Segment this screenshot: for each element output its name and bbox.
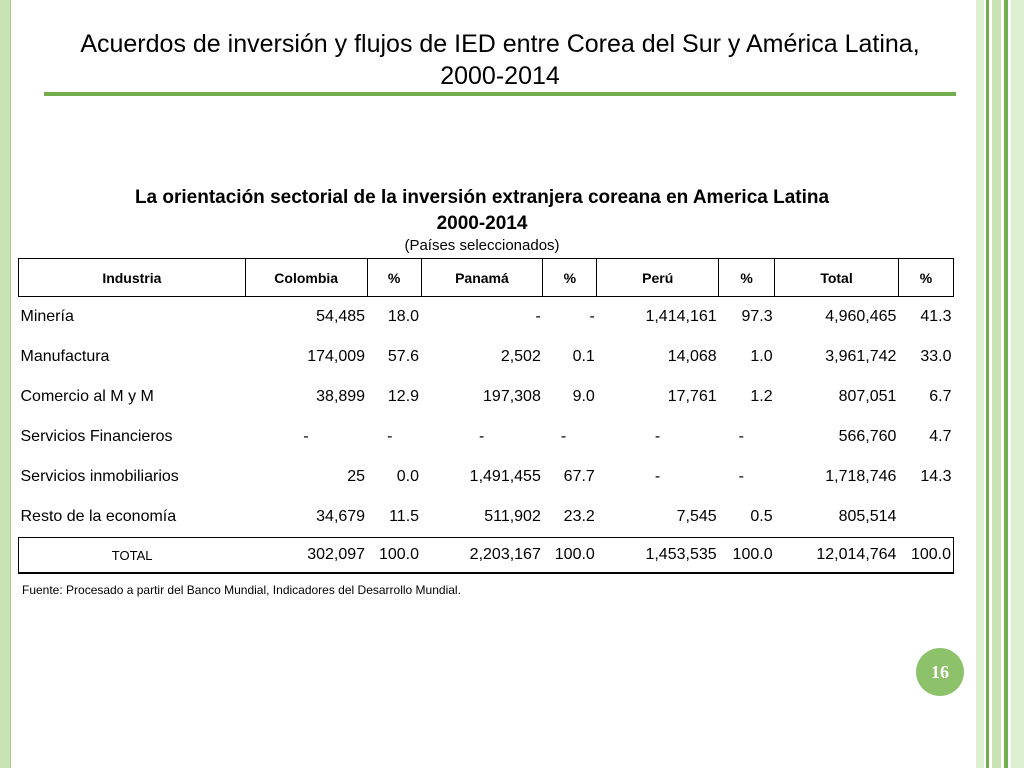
table-title [40, 185, 924, 237]
cell-industry: Manufactura [20, 348, 110, 365]
cell-value: 17,761 [667, 388, 717, 405]
table-title-line2: 2000-2014 [436, 213, 528, 234]
table-subtitle: (Países seleccionados) [404, 237, 560, 254]
cell-value: 34,679 [316, 508, 366, 525]
cell-value: 1,491,455 [469, 468, 541, 485]
cell-value: 54,485 [316, 308, 366, 325]
cell-value: 7,545 [676, 508, 717, 525]
source-note: Fuente: Procesado a partir del Banco Mundial, Indicadores del Desarrollo Mundial. [22, 583, 461, 597]
cell-value: - [654, 428, 661, 445]
table-row [19, 497, 954, 538]
cell-total-value: 302,097 [245, 538, 367, 574]
cell-value: 9.0 [572, 388, 595, 405]
cell-industry: Servicios inmobiliarios [20, 468, 179, 485]
table-total-row [19, 538, 954, 574]
table-title-line1: La orientación sectorial de la inversión extranjera coreana en America Latina [134, 187, 830, 208]
cell-total-value: 100.0 [543, 538, 597, 574]
cell-value: - [589, 308, 595, 325]
cell-value: 14.3 [920, 468, 952, 485]
stripe-2 [986, 0, 989, 768]
slide-title-line1: Acuerdos de inversión y flujos de IED entre Corea del Sur y América Latina, [80, 30, 920, 58]
cell-value: 23.2 [563, 508, 595, 525]
cell-value: 18.0 [387, 308, 420, 325]
cell-value: 174,009 [307, 348, 366, 365]
cell-value: 1,718,746 [825, 468, 897, 485]
cell-value: 41.3 [920, 308, 952, 325]
cell-industry: Minería [20, 308, 74, 325]
header-total-pct: % [898, 259, 953, 297]
left-decorative-stripe [0, 0, 11, 768]
cell-total-value: 1,453,535 [597, 538, 719, 574]
cell-value: 38,899 [316, 388, 366, 405]
cell-value: - [560, 428, 567, 445]
cell-value: 25 [347, 468, 366, 485]
cell-value: 197,308 [483, 388, 541, 405]
stripe-4 [1004, 0, 1008, 768]
header-panama: Panamá [421, 259, 543, 297]
stripe-3 [992, 0, 1001, 768]
cell-value: 511,902 [484, 508, 541, 525]
cell-value: - [654, 468, 661, 485]
cell-value: - [387, 428, 393, 445]
cell-value: 3,961,742 [825, 348, 897, 365]
cell-industry: Resto de la economía [20, 508, 177, 525]
cell-value: 33.0 [920, 348, 952, 365]
cell-value [898, 497, 953, 538]
table-row [19, 417, 954, 457]
investment-table [18, 258, 954, 574]
cell-value: 0.0 [396, 468, 420, 485]
cell-value: 0.5 [750, 508, 773, 525]
stripe-5 [1011, 0, 1024, 768]
stripe-1 [976, 0, 984, 768]
header-colombia: Colombia [245, 259, 367, 297]
cell-value: - [535, 308, 541, 325]
table-row [19, 457, 954, 497]
cell-value: 1,414,161 [645, 308, 717, 325]
cell-value: - [303, 428, 309, 445]
cell-total-value: 100.0 [719, 538, 775, 574]
table-row [19, 377, 954, 417]
cell-value: 97.3 [741, 308, 773, 325]
cell-total-value: 100.0 [367, 538, 421, 574]
cell-value: 57.6 [387, 348, 420, 365]
cell-value: 14,068 [667, 348, 717, 365]
cell-industry: Servicios Financieros [20, 428, 173, 445]
title-underline [44, 92, 956, 96]
cell-value: 566,760 [838, 428, 897, 445]
cell-value: 11.5 [389, 508, 420, 525]
header-peru-pct: % [719, 259, 775, 297]
cell-value: 2,502 [500, 348, 541, 365]
cell-total-value: 2,203,167 [421, 538, 543, 574]
header-colombia-pct: % [367, 259, 421, 297]
cell-value: 807,051 [838, 388, 897, 405]
header-industria: Industria [19, 259, 246, 297]
cell-total-value: 12,014,764 [775, 538, 899, 574]
cell-total-label: TOTAL [19, 538, 246, 574]
table-row [19, 337, 954, 377]
cell-value: - [738, 428, 744, 445]
cell-total-value: 100.0 [898, 538, 953, 574]
right-decorative-stripes [976, 0, 1024, 768]
table-row [19, 297, 954, 338]
cell-value: 0.1 [572, 348, 595, 365]
header-peru: Perú [597, 259, 719, 297]
page-number-badge: 16 [916, 648, 964, 696]
header-total: Total [775, 259, 899, 297]
cell-value: 805,514 [838, 508, 897, 525]
cell-value: 4,960,465 [825, 308, 897, 325]
cell-value: - [738, 468, 744, 485]
cell-value: 6.7 [929, 388, 952, 405]
cell-value: - [479, 428, 485, 445]
slide-title-line2: 2000-2014 [440, 62, 560, 90]
header-panama-pct: % [543, 259, 597, 297]
slide-title [40, 28, 960, 92]
cell-value: 1.2 [750, 388, 773, 405]
cell-value: 12.9 [387, 388, 420, 405]
cell-value: 4.7 [929, 428, 952, 445]
cell-value: 1.0 [750, 348, 773, 365]
table-header-row [19, 259, 954, 297]
cell-value: 67.7 [563, 468, 595, 485]
cell-industry: Comercio al M y M [20, 388, 154, 405]
